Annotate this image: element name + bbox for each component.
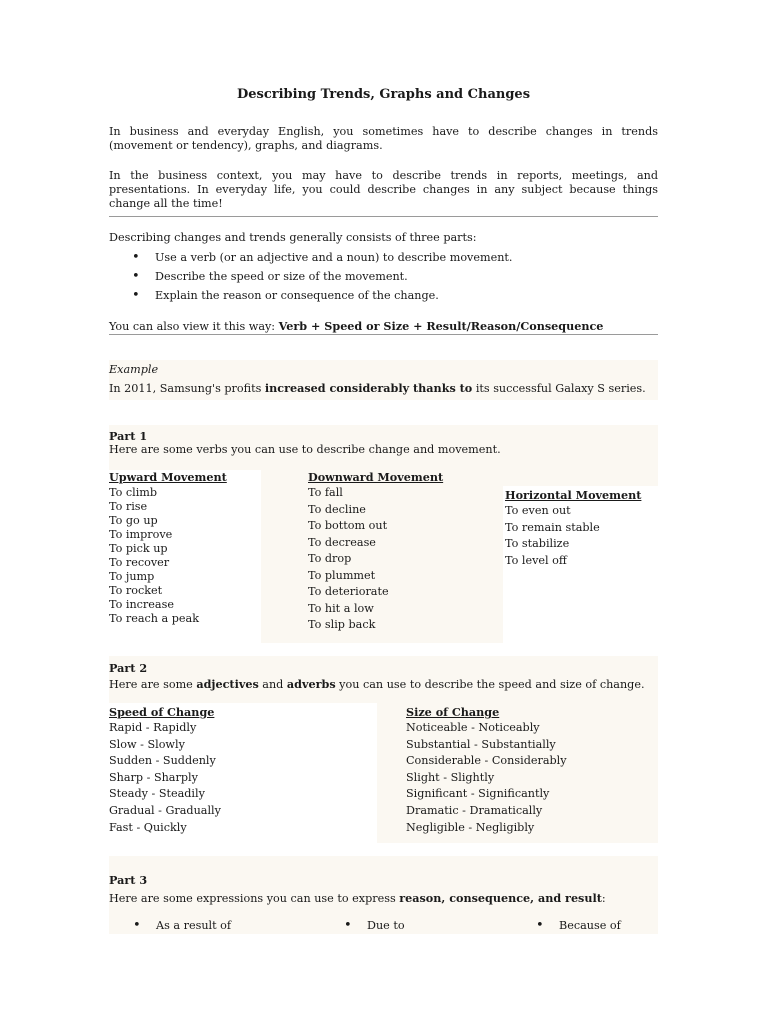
size-of-change-heading: Size of Change (406, 705, 500, 719)
document-title: Describing Trends, Graphs and Changes (236, 87, 531, 102)
part2-intro-post: you can use to describe the speed and size of change. (335, 678, 645, 691)
upward-movement-column (109, 470, 259, 626)
list-item: To go up (109, 514, 158, 527)
list-item: Rapid - Rapidly (109, 721, 197, 734)
list-item: Noticeable - Noticeably (406, 721, 540, 734)
list-item: Slow - Slowly (109, 737, 185, 751)
list-item: Substantial - Substantially (406, 737, 556, 751)
part3-intro-bold: reason, consequence, and result (399, 891, 602, 905)
formula-lead: You can also view it this way: (109, 320, 279, 333)
list-item: To slip back (308, 618, 376, 631)
part2-intro (109, 677, 658, 692)
list-item: To fall (308, 486, 343, 499)
part1-intro: Here are some verbs you can use to describe change and movement. (109, 443, 501, 456)
part2-intro-mid: and (258, 678, 287, 691)
list-item: To improve (109, 528, 173, 541)
three-parts-list (109, 251, 658, 308)
list-item: To even out (505, 504, 571, 517)
list-item: Negligible - Negligibly (406, 820, 535, 834)
horizontal-movement-heading: Horizontal Movement (505, 488, 642, 502)
list-item: To stabilize (505, 537, 570, 550)
list-item: To remain stable (505, 520, 600, 534)
list-item: Gradual - Gradually (109, 803, 221, 817)
list-item: To bottom out (308, 519, 388, 532)
downward-movement-column (308, 470, 498, 635)
part3-intro-pre: Here are some expressions you can use to express (109, 892, 400, 905)
list-item: • Because of (559, 919, 621, 933)
part3-heading: Part 3 (109, 873, 148, 887)
size-of-change-column (406, 705, 656, 837)
downward-movement-heading: Downward Movement (308, 470, 444, 484)
list-item: To drop (308, 552, 352, 565)
list-item: To climb (109, 486, 158, 499)
list-item: To rocket (109, 584, 163, 597)
part2-heading: Part 2 (109, 661, 148, 675)
list-item: Steady - Steadily (109, 787, 205, 801)
part1-heading: Part 1 (109, 429, 148, 443)
list-item: To plummet (308, 568, 376, 582)
formula-text: Verb + Speed or Size + Result/Reason/Consequence (278, 319, 604, 333)
list-item: • Describe the speed or size of the movement. (109, 270, 658, 289)
list-item: To decrease (308, 535, 376, 549)
section-divider-top (109, 216, 658, 217)
list-item: To level off (505, 553, 567, 567)
list-item: Dramatic - Dramatically (406, 803, 543, 817)
list-item: To deteriorate (308, 585, 389, 598)
part2-intro-bold-2: adverbs (286, 677, 336, 691)
part3-intro-post: : (601, 892, 606, 905)
list-item: Considerable - Considerably (406, 754, 567, 768)
list-item: To reach a peak (109, 612, 200, 625)
part2-intro-pre: Here are some (109, 678, 197, 691)
list-item: • Due to (367, 919, 405, 933)
example-sentence (109, 381, 658, 396)
list-item: Slight - Slightly (406, 770, 495, 784)
list-item: Sharp - Sharply (109, 770, 198, 784)
three-parts-lead: Describing changes and trends generally consists of three parts: (109, 231, 477, 244)
list-item: • As a result of (156, 919, 231, 933)
list-item: To pick up (109, 542, 168, 555)
speed-of-change-heading: Speed of Change (109, 705, 215, 719)
list-item: To rise (109, 500, 148, 513)
section-divider-bottom (109, 334, 658, 335)
example-text-pre: In 2011, Samsung's profits (109, 382, 265, 395)
speed-of-change-column (109, 705, 369, 837)
list-item: To decline (308, 502, 366, 516)
part2-intro-bold-1: adjectives (196, 677, 259, 691)
horizontal-movement-column (505, 488, 658, 570)
example-label: Example (109, 363, 159, 376)
list-item: To recover (109, 556, 170, 569)
list-item: Fast - Quickly (109, 820, 187, 834)
list-item: Sudden - Suddenly (109, 754, 216, 768)
intro-paragraph-1: In business and everyday English, you sometimes have to describe changes in trends (movement or tendency), graphs, and diagrams. (109, 125, 658, 152)
list-item: To increase (109, 598, 174, 611)
list-item: To hit a low (308, 601, 374, 615)
upward-movement-heading: Upward Movement (109, 470, 227, 484)
example-text-post: its successful Galaxy S series. (472, 382, 646, 395)
list-item: • Use a verb (or an adjective and a noun) to describe movement. (109, 251, 658, 270)
formula-line (109, 319, 658, 334)
intro-paragraph-2: In the business context, you may have to describe trends in reports, meetings, and presentations. In everyday life, you could describe changes in any subject because things change all the time! (109, 169, 658, 210)
example-text-bold: increased considerably thanks to (264, 381, 473, 395)
list-item: To jump (109, 570, 155, 583)
part3-intro (109, 891, 658, 906)
list-item: • Explain the reason or consequence of the change. (109, 289, 658, 308)
list-item: Significant - Significantly (406, 787, 550, 801)
